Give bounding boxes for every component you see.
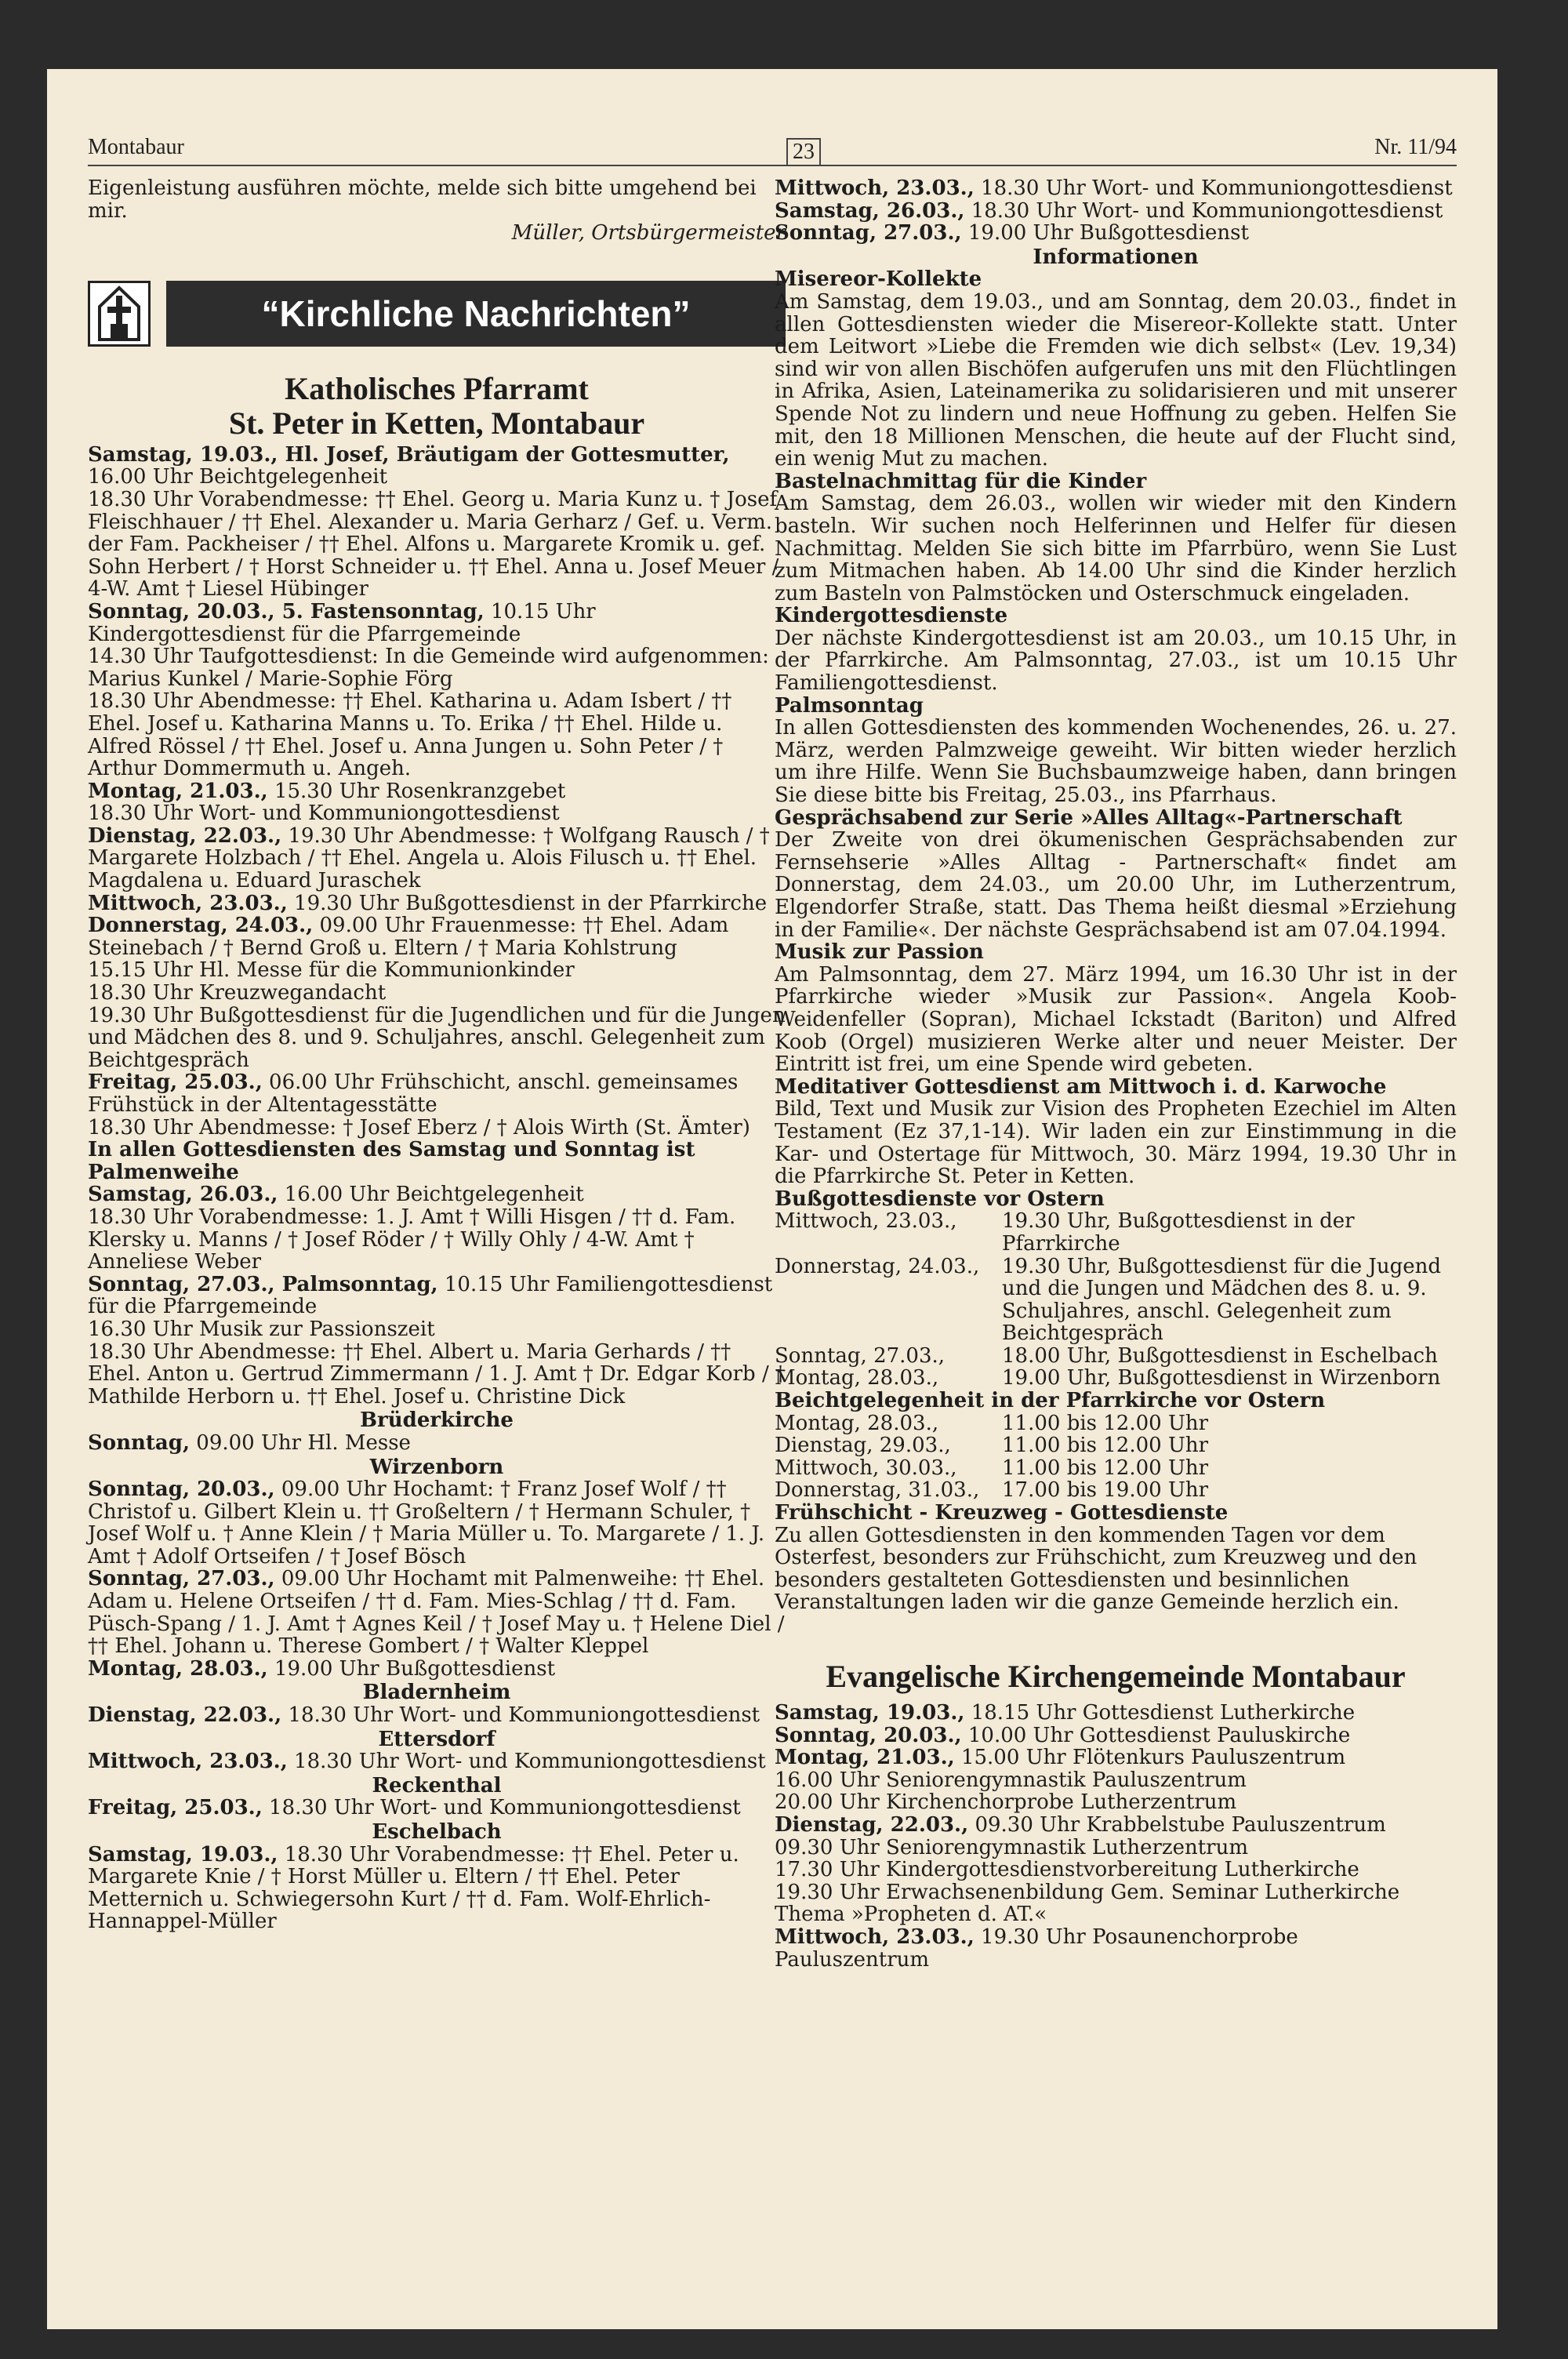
catholic-entry-text: 18.30 Uhr Abendmesse: †† Ehel. Katharina u. Adam Isbert / †† Ehel. Josef u. Katharina Manns u. To. Erika / †† Ehel. Hilde u. Alfred Rössel / †† Ehel. Josef u. Anna Jungen u. Sohn Peter / † Arthur Dommermuth u. Angeh. xyxy=(88,689,732,781)
wirzenborn-title: Wirzenborn xyxy=(369,1455,504,1479)
left-column xyxy=(88,177,786,1933)
catholic-entry-text: 18.30 Uhr Abendmesse: † Josef Eberz / † Alois Wirth (St. Ämter) xyxy=(88,1115,750,1140)
beicht-row-text: 11.00 bis 12.00 Uhr xyxy=(1002,1456,1209,1480)
evang-entry-heading: Montag, 21.03., xyxy=(775,1746,955,1770)
beicht-row-text: 11.00 bis 12.00 Uhr xyxy=(1002,1411,1209,1435)
evang-entry-text: 09.30 Uhr Seniorengymnastik Lutherzentrum xyxy=(775,1835,1249,1859)
catholic-entry xyxy=(88,1071,786,1116)
eschelbach-title: Eschelbach xyxy=(372,1820,502,1844)
intro-text: Eigenleistung ausführen möchte, melde sich bitte umgehend bei mir. xyxy=(88,176,757,223)
evang-entry xyxy=(775,1747,1457,1769)
catholic-entry xyxy=(88,1341,786,1408)
wirzenborn-entry-text: 09.00 Uhr Hochamt mit Palmenweihe: †† Ehel. Adam u. Helene Ortseifen / †† d. Fam. Mies-Schlag / †† d. Fam. Püsch-Spang / 1. J. Amt † Agnes Keil / † Josef May u. † Helene Diel / †† Ehel. Johann u. Therese Gombert / † Walter Kleppel xyxy=(88,1567,785,1659)
info-heading: Kindergottesdienste xyxy=(775,604,1008,628)
catholic-entry-text: 16.00 Uhr Beichtgelegenheit xyxy=(88,465,388,489)
info-text: Der Zweite von drei ökumenischen Gesprächsabenden zur Fernsehserie »Alles Alltag - Partnerschaft« findet am Donnerstag, dem 24.03., um 20.00 Uhr, im Lutherzentrum, Elgendorfer Straße, statt. Das Thema heißt diesmal »Erziehung in der Familie«. Der nächste Gesprächsabend ist am 07.04.1994. xyxy=(775,828,1457,942)
frueh-text: Zu allen Gottesdiensten in den kommenden Tagen vor dem Osterfest, besonders zur Frühschicht, zum Kreuzweg und den besonders gestalteten Gottesdiensten und besinnlichen Veranstaltungen laden wir die ganze Gemeinde herzlich ein. xyxy=(775,1523,1417,1615)
evang-entry-text: 20.00 Uhr Kirchenchorprobe Lutherzentrum xyxy=(775,1790,1237,1815)
catholic-entry-heading: In allen Gottesdiensten des Samstag und Sonntag ist Palmenweihe xyxy=(88,1138,695,1184)
reckenthal-title: Reckenthal xyxy=(372,1773,502,1797)
catholic-entry-text: 09.00 Uhr Frauenmesse: †† Ehel. Adam Steinebach / † Bernd Groß u. Eltern / † Maria Kohlstrung xyxy=(88,914,729,960)
catholic-title-2: St. Peter in Ketten, Montabaur xyxy=(228,405,645,441)
evang-entry xyxy=(775,1859,1457,1881)
wirzenborn-entry-heading: Sonntag, 27.03., xyxy=(88,1567,275,1591)
info-heading: Bastelnachmittag für die Kinder xyxy=(775,469,1147,493)
evang-entry-text: 17.30 Uhr Kindergottesdienstvorbereitung Lutherkirche xyxy=(775,1858,1359,1882)
catholic-entry-text: 18.30 Uhr Wort- und Kommuniongottesdienst xyxy=(88,801,560,826)
page-header xyxy=(88,129,1457,166)
evang-entry-heading: Samstag, 19.03., xyxy=(775,1701,965,1725)
info-text: Am Samstag, dem 19.03., und am Sonntag, dem 20.03., findet in allen Gottesdiensten wieder die Misereor-Kollekte statt. Unter dem Leitwort »Liebe die Fremden wie dich selbst« (Lev. 19,34) sind wir von allen Bischöfen aufgerufen uns mit den Flüchtlingen in Afrika, Asien, Lateinamerika zu solidarisieren und mit unserer Spende Not zu lindern und neue Hoffnung zu geben. Helfen Sie mit, den 18 Millionen Menschen, die heute auf der Flucht sind, ein wenig Mut zu machen. xyxy=(775,289,1457,471)
evang-entry-text: 10.00 Uhr Gottesdienst Pauluskirche xyxy=(967,1723,1351,1747)
catholic-entry xyxy=(88,959,786,982)
info-title: Informationen xyxy=(1033,245,1199,269)
evang-entry-text: 19.30 Uhr Erwachsenenbildung Gem. Seminar Lutherkirche Thema »Propheten d. AT.« xyxy=(775,1880,1400,1927)
catholic-entry-heading: Freitag, 25.03., xyxy=(88,1070,263,1095)
evang-entry xyxy=(775,1926,1457,1971)
beicht-row-text: 11.00 bis 12.00 Uhr xyxy=(1002,1434,1209,1458)
ettersdorf-entry: Mittwoch, 23.03., 18.30 Uhr Wort- und Kommuniongottesdienst xyxy=(88,1750,766,1774)
catholic-entry-text: 14.30 Uhr Taufgottesdienst: In die Gemeinde wird aufgenommen: Marius Kunkel / Marie-Sophie Förg xyxy=(88,645,769,691)
catholic-entry-text: 16.00 Uhr Beichtgelegenheit xyxy=(284,1183,584,1207)
evang-entry xyxy=(775,1791,1457,1814)
beicht-row-text: 17.00 bis 19.00 Uhr xyxy=(1002,1478,1209,1503)
catholic-entry xyxy=(88,825,786,892)
catholic-entry xyxy=(88,1183,786,1206)
catholic-entry-text: 18.30 Uhr Vorabendmesse: 1. J. Amt † Willi Hisgen / †† d. Fam. Klersky u. Manns / † Josef Röder / † Willy Ohly / 4-W. Amt † Anneliese Weber xyxy=(88,1205,736,1274)
catholic-entry-heading: Sonntag, 27.03., Palmsonntag, xyxy=(88,1272,438,1296)
section-banner xyxy=(88,281,786,348)
info-text: Am Palmsonntag, dem 27. März 1994, um 16.30 Uhr ist in der Pfarrkirche wieder »Musik zur Passion«. Angela Koob-Weidenfeller (Sopran), Michael Ickstadt (Bariton) und Alfred Koob (Orgel) musizieren Werke alter und neuer Meister. Der Eintritt ist frei, um eine Spende wird gebeten. xyxy=(775,962,1457,1077)
bladernheim-entry: Dienstag, 22.03., 18.30 Uhr Wort- und Kommuniongottesdienst xyxy=(88,1703,760,1728)
evang-entry-text: 18.15 Uhr Gottesdienst Lutherkirche xyxy=(971,1701,1356,1725)
catholic-entry xyxy=(88,489,786,601)
info-heading: Palmsonntag xyxy=(775,693,924,718)
buss-row-date: Montag, 28.03., xyxy=(775,1366,939,1390)
buss-row-date: Donnerstag, 24.03., xyxy=(775,1254,980,1278)
catholic-entry-heading: Dienstag, 22.03., xyxy=(88,823,282,848)
wirzenborn-entry-text: 19.00 Uhr Bußgottesdienst xyxy=(274,1656,556,1681)
reckenthal-entry: Freitag, 25.03., 18.30 Uhr Wort- und Kommuniongottesdienst xyxy=(88,1796,741,1820)
evang-entry xyxy=(775,1769,1457,1792)
ettersdorf-title: Ettersdorf xyxy=(378,1727,495,1751)
evang-title: Evangelische Kirchengemeinde Montabaur xyxy=(826,1659,1406,1694)
buss-row-text: 18.00 Uhr, Bußgottesdienst in Eschelbach xyxy=(1002,1343,1438,1368)
catholic-entry-heading: Samstag, 19.03., Hl. Josef, Bräutigam der Gottesmutter, xyxy=(88,442,730,467)
catholic-entry xyxy=(88,1139,786,1183)
evang-entry xyxy=(775,1725,1457,1747)
evang-entry-text: 19.30 Uhr Posaunenchorprobe Pauluszentrum xyxy=(775,1925,1298,1972)
evang-entry-text: 09.30 Uhr Krabbelstube Pauluszentrum xyxy=(975,1812,1386,1837)
beicht-title: Beichtgelegenheit in der Pfarrkirche vor Ostern xyxy=(775,1389,1326,1413)
info-text: Der nächste Kindergottesdienst ist am 20.03., um 10.15 Uhr, in der Pfarrkirche. Am Palmsonntag, 27.03., ist um 10.15 Uhr Familiengottesdienst. xyxy=(775,626,1457,696)
catholic-entry xyxy=(88,982,786,1005)
catholic-entry xyxy=(88,1206,786,1274)
catholic-schedule xyxy=(88,444,786,1408)
wirzenborn-entry-heading: Montag, 28.03., xyxy=(88,1656,268,1681)
evang-schedule xyxy=(775,1702,1457,1971)
catholic-entry-text: 15.15 Uhr Hl. Messe für die Kommunionkinder xyxy=(88,958,575,983)
right-entry-heading: Sonntag, 27.03., xyxy=(775,221,962,245)
buss-row-text: 19.00 Uhr, Bußgottesdienst in Wirzenborn xyxy=(1002,1366,1441,1390)
catholic-entry-heading: Sonntag, 20.03., 5. Fastensonntag, xyxy=(88,599,485,623)
evang-entry xyxy=(775,1814,1457,1837)
evang-entry xyxy=(775,1702,1457,1725)
beicht-row-date: Montag, 28.03., xyxy=(775,1411,939,1435)
catholic-entry-heading: Samstag, 26.03., xyxy=(88,1183,278,1207)
right-top-schedule xyxy=(775,177,1457,245)
buss-row-text: 19.30 Uhr, Bußgottesdienst in der Pfarrkirche xyxy=(1002,1209,1355,1256)
newspaper-page xyxy=(47,69,1497,2329)
catholic-entry xyxy=(88,892,786,915)
info-list xyxy=(775,268,1457,1187)
right-entry xyxy=(775,222,1457,245)
right-entry-heading: Mittwoch, 23.03., xyxy=(775,176,975,200)
evang-entry-text: 15.00 Uhr Flötenkurs Pauluszentrum xyxy=(960,1746,1346,1770)
catholic-entry xyxy=(88,1318,786,1341)
intro-signature: Müller, Ortsbürgermeister xyxy=(511,221,786,245)
buss-row-date: Mittwoch, 23.03., xyxy=(775,1209,957,1234)
catholic-entry-text: 18.30 Uhr Kreuzwegandacht xyxy=(88,981,387,1005)
info-heading: Musik zur Passion xyxy=(775,940,984,965)
info-heading: Meditativer Gottesdienst am Mittwoch i. d. Karwoche xyxy=(775,1074,1387,1099)
catholic-entry xyxy=(88,1005,786,1072)
catholic-entry-heading: Donnerstag, 24.03., xyxy=(88,914,314,938)
info-text: Am Samstag, dem 26.03., wollen wir wieder mit den Kindern basteln. Wir suchen noch Helferinnen und Helfer für diesen Nachmittag. Melden Sie sich bitte im Pfarrbüro, wenn Sie Lust zum Mitmachen haben. Ab 14.00 Uhr sind die Kinder herzlich zum Basteln von Palmstöcken und Osterschmuck eingeladen. xyxy=(775,492,1457,605)
catholic-entry xyxy=(88,645,786,690)
right-entry xyxy=(775,200,1457,223)
right-entry-text: 19.00 Uhr Bußgottesdienst xyxy=(967,221,1249,245)
catholic-entry xyxy=(88,690,786,780)
wirzenborn-entry xyxy=(88,1568,786,1657)
catholic-entry xyxy=(88,444,786,489)
evang-entry-heading: Sonntag, 20.03., xyxy=(775,1723,962,1747)
info-text: Bild, Text und Musik zur Vision des Propheten Ezechiel im Alten Testament (Ez 37,1-14). Wir laden ein zur Einstimmung in die Kar- und Ostertage für Mittwoch, 30. März 1994, 19.30 Uhr in die Pfarrkirche St. Peter in Ketten. xyxy=(775,1097,1457,1189)
wirzenborn-entry xyxy=(88,1658,786,1681)
catholic-entry xyxy=(88,780,786,803)
page-number: 23 xyxy=(786,138,821,166)
eschelbach-entry: Samstag, 19.03., 18.30 Uhr Vorabendmesse: †† Ehel. Peter u. Margarete Knie / † Horst Müller u. Eltern / †† Ehel. Peter Metternich u. Schwiegersohn Kurt / †† d. Fam. Wolf-Ehrlich-Hannappel-Müller xyxy=(88,1842,739,1934)
wirzenborn-entry-heading: Sonntag, 20.03., xyxy=(88,1478,275,1502)
issue-number: Nr. 11/94 xyxy=(1374,135,1457,159)
catholic-entry xyxy=(88,802,786,825)
beicht-row-date: Dienstag, 29.03., xyxy=(775,1434,951,1458)
catholic-entry xyxy=(88,1274,786,1318)
buss-row-date: Sonntag, 27.03., xyxy=(775,1343,946,1368)
catholic-entry-heading: Mittwoch, 23.03., xyxy=(88,891,288,915)
right-entry xyxy=(775,177,1457,200)
bladernheim-title: Bladernheim xyxy=(362,1681,511,1705)
brueder-entry: Sonntag, 09.00 Uhr Hl. Messe xyxy=(88,1430,411,1455)
catholic-entry xyxy=(88,601,786,645)
beicht-table xyxy=(775,1412,1457,1502)
catholic-entry-text: 16.30 Uhr Musik zur Passionszeit xyxy=(88,1317,435,1341)
catholic-entry-text: 19.30 Uhr Bußgottesdienst in der Pfarrkirche xyxy=(294,891,768,915)
church-icon xyxy=(88,281,151,347)
brueder-title: Brüderkirche xyxy=(360,1408,514,1433)
wirzenborn-entry xyxy=(88,1478,786,1568)
catholic-entry-text: 19.30 Uhr Abendmesse: † Wolfgang Rausch / † Margarete Holzbach / †† Ehel. Angela u. Alois Filusch u. †† Ehel. Magdalena u. Eduard Juraschek xyxy=(88,823,770,893)
info-heading: Gesprächsabend zur Serie »Alles Alltag«-Partnerschaft xyxy=(775,805,1403,830)
catholic-entry-text: 10.15 Uhr Kindergottesdienst für die Pfarrgemeinde xyxy=(88,599,596,646)
catholic-entry-text: 15.30 Uhr Rosenkranzgebet xyxy=(274,779,566,803)
right-entry-text: 18.30 Uhr Wort- und Kommuniongottesdienst xyxy=(971,198,1443,223)
info-text: In allen Gottesdiensten des kommenden Wochenendes, 26. u. 27. März, werden Palmzweige geweiht. Wir bitten wieder herzlich um ihre Hilfe. Wenn Sie Buchsbaumzweige haben, dann bringen Sie diese bitte bis Freitag, 25.03., ins Pfarrhaus. xyxy=(775,716,1457,808)
buss-row-text: 19.30 Uhr, Bußgottesdienst für die Jugend und die Jungen und Mädchen des 8. u. 9. Schuljahres, anschl. Gelegenheit zum Beichtgespräch xyxy=(1002,1254,1442,1346)
evang-entry-heading: Mittwoch, 23.03., xyxy=(775,1925,975,1949)
right-entry-heading: Samstag, 26.03., xyxy=(775,198,965,223)
catholic-entry-text: 06.00 Uhr Frühschicht, anschl. gemeinsames Frühstück in der Altentagesstätte xyxy=(88,1070,739,1117)
catholic-entry-heading: Montag, 21.03., xyxy=(88,779,268,803)
wirzenborn-schedule xyxy=(88,1478,786,1680)
info-heading: Misereor-Kollekte xyxy=(775,267,982,292)
beicht-row-date: Donnerstag, 31.03., xyxy=(775,1478,980,1503)
wirzenborn-entry-text: 09.00 Uhr Hochamt: † Franz Josef Wolf / †† Christof u. Gilbert Klein u. †† Großeltern / † Hermann Schuler, † Josef Wolf u. † Anne Klein / † Maria Müller u. To. Margarete / 1. J. Amt † Adolf Ortseifen / † Josef Bösch xyxy=(88,1478,765,1568)
evang-entry-heading: Dienstag, 22.03., xyxy=(775,1812,969,1837)
banner-title: “Kirchliche Nachrichten” xyxy=(166,281,786,347)
buss-table xyxy=(775,1210,1457,1390)
evang-entry-text: 16.00 Uhr Seniorengymnastik Pauluszentrum xyxy=(775,1768,1247,1792)
catholic-entry xyxy=(88,914,786,959)
catholic-entry-text: 19.30 Uhr Bußgottesdienst für die Jugendlichen und für die Jungen und Mädchen des 8. und 9. Schuljahres, anschl. Gelegenheit zum Beichtgespräch xyxy=(88,1003,786,1072)
right-entry-text: 18.30 Uhr Wort- und Kommuniongottesdienst xyxy=(981,176,1453,200)
right-column xyxy=(775,177,1457,1971)
evang-entry xyxy=(775,1881,1457,1926)
buss-title: Bußgottesdienste vor Ostern xyxy=(775,1187,1105,1211)
catholic-title-1: Katholisches Pfarramt xyxy=(285,370,589,406)
catholic-entry-text: 18.30 Uhr Abendmesse: †† Ehel. Albert u. Maria Gerhards / †† Ehel. Anton u. Gertrud Zimmermann / 1. J. Amt † Dr. Edgar Korb / † Mathilde Herborn u. †† Ehel. Josef u. Christine Dick xyxy=(88,1339,786,1408)
header-location: Montabaur xyxy=(88,135,184,159)
catholic-entry-text: 10.15 Uhr Familiengottesdienst für die Pfarrgemeinde xyxy=(88,1272,773,1319)
catholic-entry-text: 18.30 Uhr Vorabendmesse: †† Ehel. Georg u. Maria Kunz u. † Josef Fleischhauer / †† Ehel. Alexander u. Maria Gerharz / Gef. u. Verm. der Fam. Packheiser / †† Ehel. Alfons u. Margarete Kromik u. gef. Sohn Herbert / † Horst Schneider u. †† Ehel. Anna u. Josef Meuer / 4-W. Amt † Liesel Hübinger xyxy=(88,487,779,602)
evang-entry xyxy=(775,1837,1457,1859)
catholic-entry xyxy=(88,1117,786,1140)
frueh-title: Frühschicht - Kreuzweg - Gottesdienste xyxy=(775,1501,1229,1525)
beicht-row-date: Mittwoch, 30.03., xyxy=(775,1456,957,1480)
